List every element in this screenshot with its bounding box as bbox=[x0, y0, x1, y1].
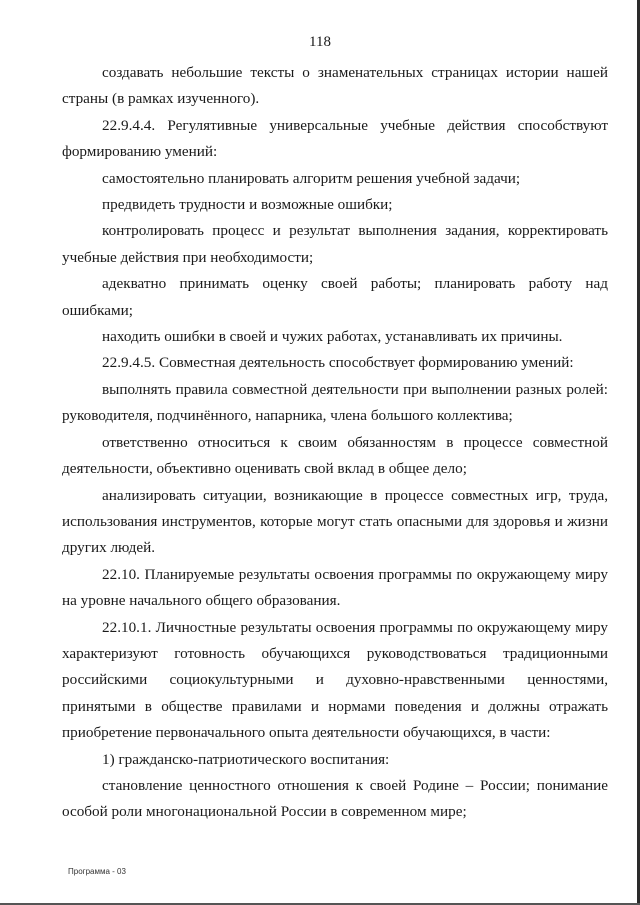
paragraph: анализировать ситуации, возникающие в процессе совместных игр, труда, использования инструментов, которые могут стать опасными для здоровья и жизни других людей. bbox=[62, 486, 608, 557]
paragraph: 22.9.4.5. Совместная деятельность способствует формированию умений: bbox=[102, 354, 574, 372]
footer-label: Программа - 03 bbox=[68, 867, 126, 876]
paragraph: становление ценностного отношения к своей Родине – России; понимание особой роли многонациональной России в современном мире; bbox=[62, 776, 608, 821]
paragraph: ответственно относиться к своим обязанностям в процессе совместной деятельности, объективно оценивать свой вклад в общее дело; bbox=[62, 433, 608, 478]
paragraph: самостоятельно планировать алгоритм решения учебной задачи; bbox=[102, 169, 521, 187]
page-number: 118 bbox=[309, 34, 331, 50]
paragraph: создавать небольшие тексты о знаменательных страницах истории нашей страны (в рамках изученного). bbox=[62, 64, 608, 108]
paragraph: адекватно принимать оценку своей работы; планировать работу над ошибками; bbox=[62, 275, 608, 319]
paragraph: предвидеть трудности и возможные ошибки; bbox=[102, 196, 393, 214]
paragraph: 22.10.1. Личностные результаты освоения программы по окружающему миру характеризуют готовность обучающихся руководствоваться традиционными российскими социокультурными и духовно-нравственными ценностями, принятыми в обществе правилами и нормами поведения и должны отражать приобретение первоначального опыта деятельности обучающихся, в части: bbox=[62, 618, 608, 742]
paragraph: находить ошибки в своей и чужих работах, устанавливать их причины. bbox=[102, 328, 563, 346]
document-body bbox=[62, 60, 608, 826]
paragraph: выполнять правила совместной деятельности при выполнении разных ролей: руководителя, подчинённого, напарника, члена большого коллектива; bbox=[62, 380, 608, 425]
paragraph: 22.9.4.4. Регулятивные универсальные учебные действия способствуют формированию умений: bbox=[62, 116, 608, 161]
paragraph: 22.10. Планируемые результаты освоения программы по окружающему миру на уровне начального общего образования. bbox=[62, 565, 608, 610]
paragraph: 1) гражданско-патриотического воспитания: bbox=[102, 750, 390, 768]
paragraph: контролировать процесс и результат выполнения задания, корректировать учебные действия при необходимости; bbox=[62, 222, 608, 266]
